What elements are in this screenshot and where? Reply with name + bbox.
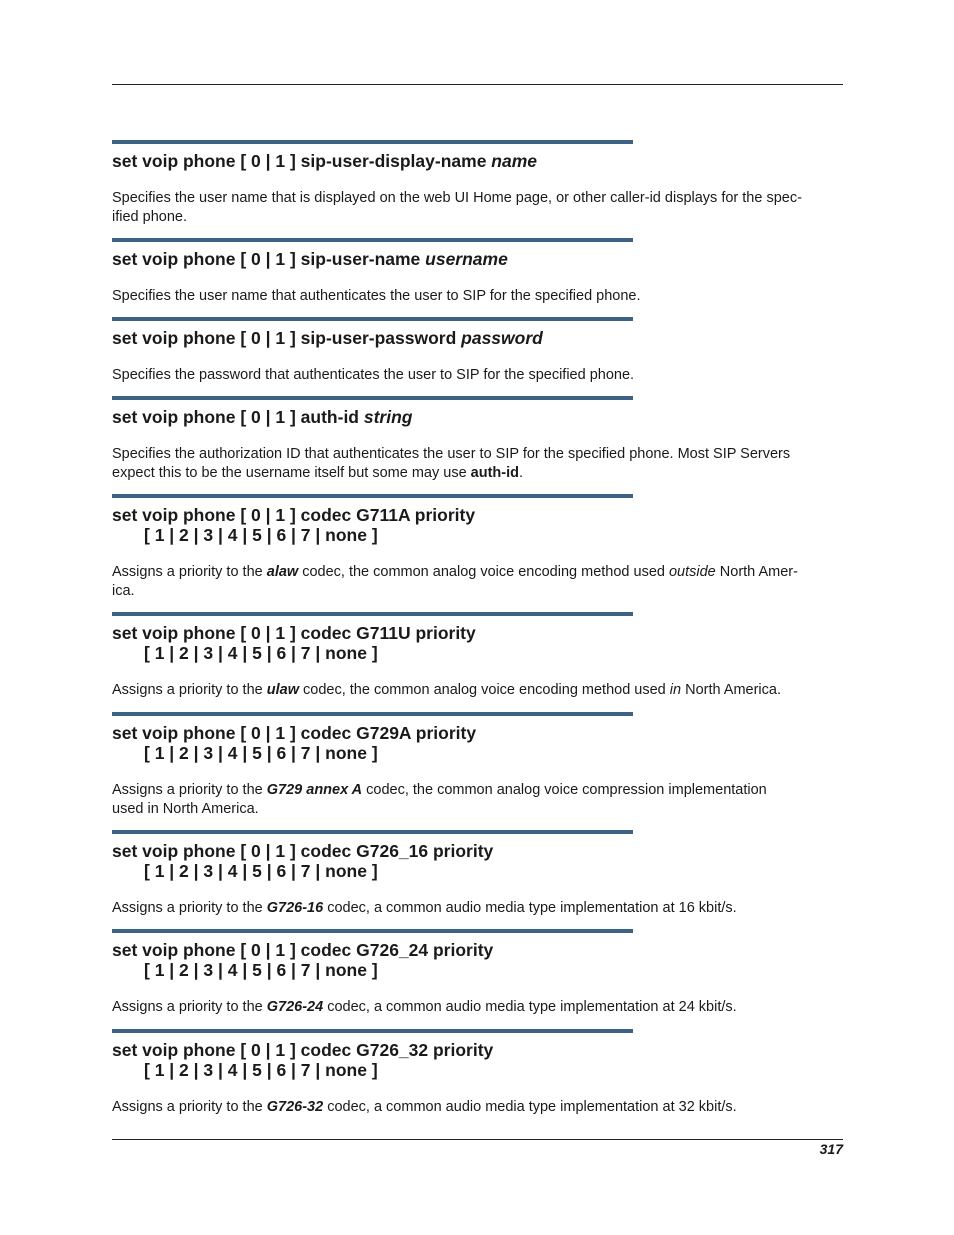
command-description: Specifies the user name that is displayed on the web UI Home page, or other caller-id displays for the spec- ified phone. — [112, 190, 802, 225]
command-heading: set voip phone [ 0 | 1 ] codec G726_16 priority [ 1 | 2 | 3 | 4 | 5 | 6 | 7 | none ] — [112, 841, 494, 881]
section-auth-id — [112, 396, 843, 483]
section-bar — [112, 712, 633, 716]
section-bar — [112, 396, 633, 400]
section-codec-g726-24 — [112, 929, 843, 1017]
command-description: Assigns a priority to the G726-24 codec, a common audio media type implementation at 24 kbit/s. — [112, 999, 737, 1015]
command-heading: set voip phone [ 0 | 1 ] codec G729A priority [ 1 | 2 | 3 | 4 | 5 | 6 | 7 | none ] — [112, 723, 477, 763]
command-description: Specifies the user name that authenticates the user to SIP for the specified phone. — [112, 288, 641, 304]
command-description: Assigns a priority to the ulaw codec, the common analog voice encoding method used in North America. — [112, 682, 781, 698]
command-heading: set voip phone [ 0 | 1 ] sip-user-display-name name — [112, 151, 538, 171]
section-bar — [112, 317, 633, 321]
command-description: Assigns a priority to the G726-16 codec, a common audio media type implementation at 16 kbit/s. — [112, 900, 737, 916]
section-bar — [112, 140, 633, 144]
command-description: Assigns a priority to the alaw codec, the common analog voice encoding method used outside North Amer- ica. — [112, 564, 798, 599]
section-bar — [112, 612, 633, 616]
section-bar — [112, 1029, 633, 1033]
section-bar — [112, 494, 633, 498]
command-heading: set voip phone [ 0 | 1 ] codec G726_32 priority [ 1 | 2 | 3 | 4 | 5 | 6 | 7 | none ] — [112, 1040, 494, 1080]
section-codec-g711a — [112, 494, 843, 601]
command-description: Specifies the password that authenticates the user to SIP for the specified phone. — [112, 367, 635, 383]
footer-rule — [112, 1139, 843, 1140]
section-bar — [112, 929, 633, 933]
command-description: Assigns a priority to the G729 annex A codec, the common analog voice compression implementation used in North America. — [112, 782, 767, 817]
command-heading: set voip phone [ 0 | 1 ] codec G711A priority [ 1 | 2 | 3 | 4 | 5 | 6 | 7 | none ] — [112, 505, 476, 545]
command-heading: set voip phone [ 0 | 1 ] codec G726_24 priority [ 1 | 2 | 3 | 4 | 5 | 6 | 7 | none ] — [112, 940, 494, 980]
section-codec-g711u — [112, 612, 843, 700]
section-bar — [112, 830, 633, 834]
command-heading: set voip phone [ 0 | 1 ] sip-user-name username — [112, 249, 508, 269]
section-codec-g726-32 — [112, 1029, 843, 1117]
section-bar — [112, 238, 633, 242]
header-rule — [112, 84, 843, 85]
command-heading: set voip phone [ 0 | 1 ] auth-id string — [112, 407, 413, 427]
command-description: Assigns a priority to the G726-32 codec, a common audio media type implementation at 32 kbit/s. — [112, 1099, 737, 1115]
section-sip-user-password — [112, 317, 843, 385]
section-sip-user-name — [112, 238, 843, 306]
section-codec-g729a — [112, 712, 843, 819]
command-description: Specifies the authorization ID that authenticates the user to SIP for the specified phone. Most SIP Servers expect this to be the username itself but some may use auth-id. — [112, 446, 791, 481]
page-number: 317 — [819, 1141, 843, 1157]
command-heading: set voip phone [ 0 | 1 ] sip-user-password password — [112, 328, 543, 348]
command-heading: set voip phone [ 0 | 1 ] codec G711U priority [ 1 | 2 | 3 | 4 | 5 | 6 | 7 | none ] — [112, 623, 476, 663]
section-sip-user-display-name — [112, 140, 843, 227]
section-codec-g726-16 — [112, 830, 843, 918]
